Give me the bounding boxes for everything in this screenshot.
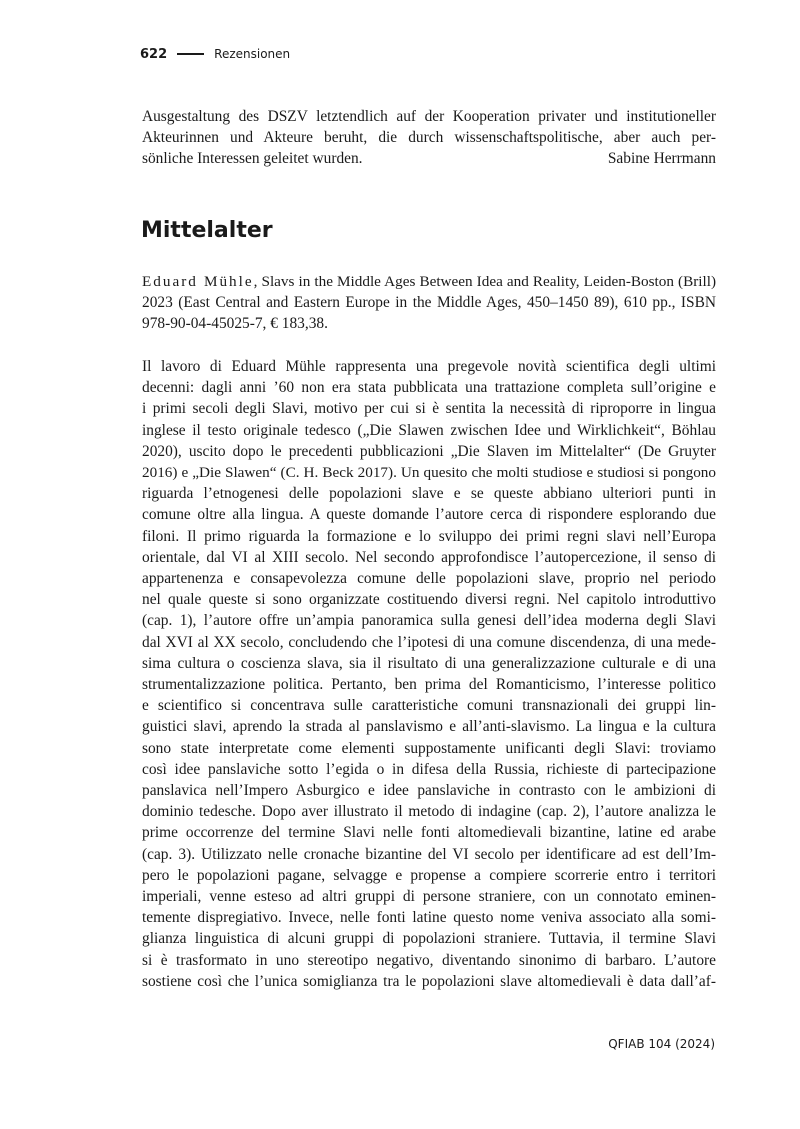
- body-line: (cap. 3). Utilizzato nelle cronache bizantine del VI secolo per identificare ad est dell’Im-: [142, 845, 716, 863]
- body-line: (cap. 1), l’autore offre un’ampia panoramica sulla genesi dell’idea moderna degli Slavi: [142, 612, 716, 630]
- prev-review-last-line: [142, 148, 716, 169]
- body-line: glianza linguistica di alcuni gruppi di popolazioni straniere. Tuttavia, il termine Slavi: [142, 930, 716, 948]
- body-line: appartenenza e consapevolezza comune delle popolazioni slave, proprio nel periodo: [142, 570, 716, 587]
- running-header: [140, 44, 290, 64]
- body-line: dal XVI al XX secolo, concludendo che l’ipotesi di una comune discendenza, di una mede-: [142, 633, 716, 651]
- body-line: si è trasformato in uno stereotipo negativo, diventando sinonimo di barbaro. L’autore: [142, 951, 716, 969]
- prev-review-line: sönliche Interessen geleitet wurden.: [142, 150, 363, 167]
- body-line: Il lavoro di Eduard Mühle rappresenta una pregevole novità scientifica degli ultimi: [142, 358, 716, 375]
- prev-review-line: Akteurinnen und Akteure beruht, die durch wissenschaftspolitische, aber auch per-: [142, 129, 716, 146]
- body-line: decenni: dagli anni ’60 non era stata pubblicata una trattazione completa sull’origine e: [142, 379, 716, 397]
- page-number: 622: [140, 46, 168, 62]
- section-title: Mittelalter: [141, 218, 273, 243]
- body-line: orientale, dal VI al XIII secolo. Nel secondo approfondisce l’autopercezione, il senso di: [142, 548, 716, 566]
- body-line: inglese il testo originale tedesco („Die Slawen zwischen Idee und Wirklichkeit“, Böhlau: [142, 421, 716, 439]
- body-line: imperiali, venne esteso ad altri gruppi di persone straniere, con un connotato eminen-: [142, 888, 716, 905]
- body-line: sostiene così che l’unica somiglianza tra le popolazioni slave altomedievali è data dall’af-: [142, 972, 716, 990]
- body-line: strumentalizzazione politica. Pertanto, ben prima del Romanticismo, l’interesse politico: [142, 676, 716, 693]
- body-line: temente dispregiativo. Invece, nelle fonti latine questo nome veniva associato alla somi-: [142, 909, 716, 927]
- citation-line: [142, 271, 716, 292]
- body-line: panslavica nell’Impero Asburgico e idee panslaviche in contrasto con le ambizioni di: [142, 782, 716, 799]
- body-line: comune oltre alla lingua. A queste domande l’autore cerca di rispondere esplorando due: [142, 506, 716, 524]
- book-title-publisher: , Slavs in the Middle Ages Between Idea and Reality, Leiden-Boston (Brill): [253, 273, 717, 290]
- citation-line: 2023 (East Central and Eastern Europe in the Middle Ages, 450–1450 89), 610 pp., ISBN: [142, 294, 716, 311]
- body-line: prime occorrenze del termine Slavi nelle fonti altomedievali bizantine, latine ed arabe: [142, 824, 716, 842]
- body-line: e scientifico si concentrava sulle caratteristiche comuni transnazionali dei gruppi lin-: [142, 697, 716, 715]
- book-author: Eduard Mühle: [142, 273, 254, 290]
- body-line: dominio tedesche. Dopo aver illustrato il metodo di indagine (cap. 2), l’autore analizza le: [142, 803, 716, 821]
- body-line: guistici slavi, aprendo la strada al panslavismo e all’anti-slavismo. La lingua e la cultura: [142, 718, 716, 736]
- body-line: i primi secoli degli Slavi, motivo per cui si è sentita la necessità di riproporre in lingua: [142, 400, 716, 418]
- prev-review-line: Ausgestaltung des DSZV letztendlich auf der Kooperation privater und institutioneller: [142, 108, 716, 125]
- body-line: 2016) e „Die Slawen“ (C. H. Beck 2017). Un quesito che molti studiose e studiosi si pongono: [142, 464, 716, 481]
- body-line: 2020), uscito dopo le precedenti pubblicazioni „Die Slaven im Mittelalter“ (De Gruyter: [142, 442, 716, 460]
- body-line: sono state interpretate come elementi suppostamente unificanti degli Slavi: troviamo: [142, 739, 716, 757]
- reviewer-signature: Sabine Herrmann: [607, 150, 716, 167]
- body-line: riguarda l’etnogenesi delle popolazioni slave e se queste abbiano ulteriori punti in: [142, 485, 716, 503]
- body-line: filoni. Il primo riguarda la formazione e lo sviluppo dei primi regni slavi nell’Europa: [142, 527, 716, 545]
- journal-footer: QFIAB 104 (2024): [608, 1037, 715, 1051]
- body-line: così idee panslaviche sotto l’egida o in difesa della Russia, richieste di partecipazione: [142, 760, 716, 778]
- header-rule: [177, 53, 204, 55]
- body-line: sima cultura o coscienza slava, sia il risultato di una generalizzazione culturale e di una: [142, 654, 716, 672]
- running-head: Rezensionen: [214, 47, 291, 61]
- citation-line: 978-90-04-45025-7, € 183,38.: [142, 315, 328, 332]
- body-line: pero le popolazioni pagane, selvagge e propense a compiere scorrerie entro i territori: [142, 866, 716, 884]
- body-line: nel quale queste si sono organizzate costituendo diversi regni. Nel capitolo introduttivo: [142, 591, 716, 609]
